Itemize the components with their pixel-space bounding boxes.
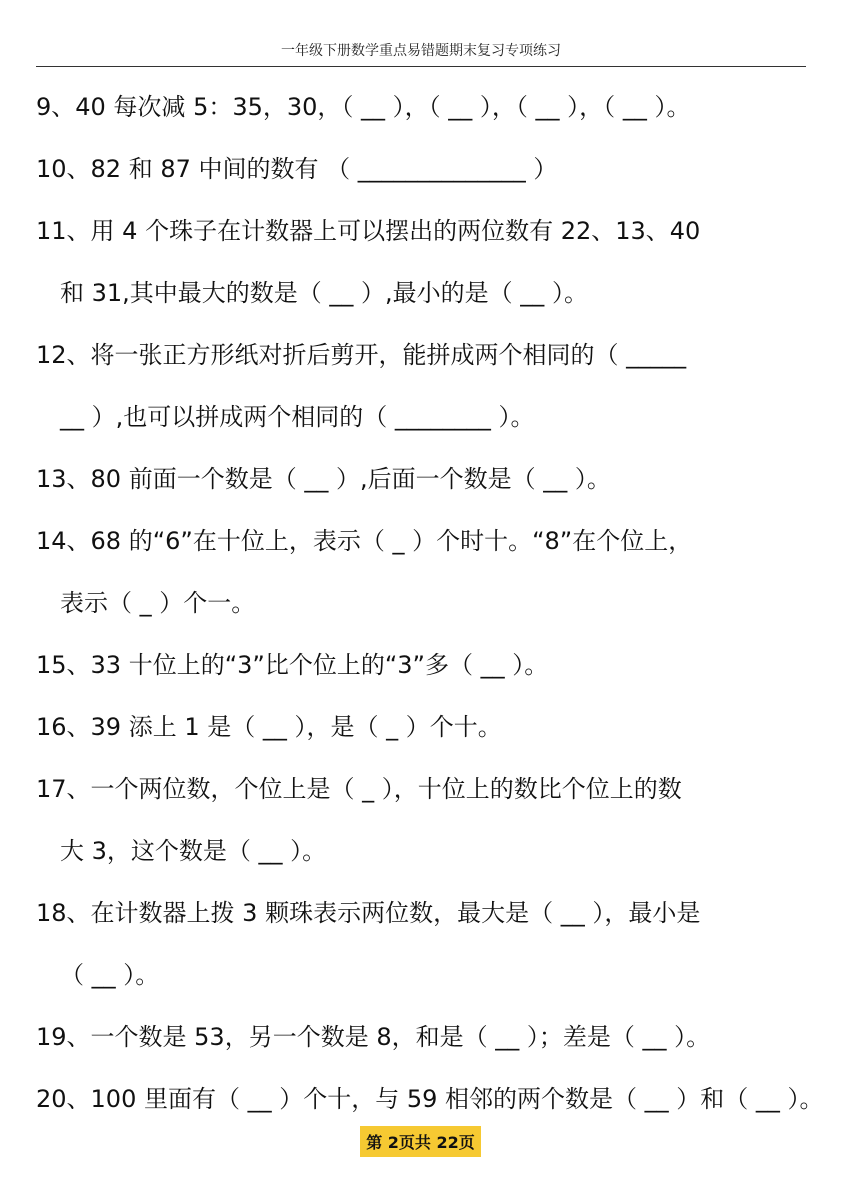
page-number: 第 2页共 22页 [360,1126,481,1157]
question-list [36,76,824,1130]
question-18: 18、在计数器上拨 3 颗珠表示两位数，最大是（ __ ），最小是 [36,899,701,927]
question-18-continued: （ __ ）。 [60,961,160,989]
question-17: 17、一个两位数，个位上是（ _ ），十位上的数比个位上的数 [36,775,682,803]
page-footer [0,1126,841,1157]
question-11-continued: 和 31,其中最大的数是（ __ ）,最小的是（ __ ）。 [60,279,588,307]
question-9: 9、40 每次减 5：35，30，（ __ ），（ __ ），（ __ ），（ __ ）。 [36,93,691,121]
header-divider [36,66,806,67]
question-17-continued: 大 3，这个数是（ __ ）。 [60,837,327,865]
question-10: 10、82 和 87 中间的数有 （ ______________ ） [36,155,558,183]
question-11: 11、用 4 个珠子在计数器上可以摆出的两位数有 22、13、40 [36,217,701,245]
question-16: 16、39 添上 1 是（ __ ），是（ _ ）个十。 [36,713,502,741]
document-header: 一年级下册数学重点易错题期末复习专项练习 [281,43,561,59]
question-20: 20、100 里面有（ __ ）个十，与 59 相邻的两个数是（ __ ）和（ __ ）。 [36,1085,824,1113]
question-12-continued: __ ）,也可以拼成两个相同的（ ________ ）。 [60,403,535,431]
question-13: 13、80 前面一个数是（ __ ）,后面一个数是（ __ ）。 [36,465,611,493]
question-19: 19、一个数是 53，另一个数是 8，和是（ __ ）；差是（ __ ）。 [36,1023,711,1051]
question-12: 12、将一张正方形纸对折后剪开，能拼成两个相同的（ _____ [36,341,687,369]
question-14-continued: 表示（ _ ）个一。 [60,589,256,617]
question-14: 14、68 的“6”在十位上，表示（ _ ）个时十。“8”在个位上， [36,527,693,555]
question-15: 15、33 十位上的“3”比个位上的“3”多（ __ ）。 [36,651,549,679]
